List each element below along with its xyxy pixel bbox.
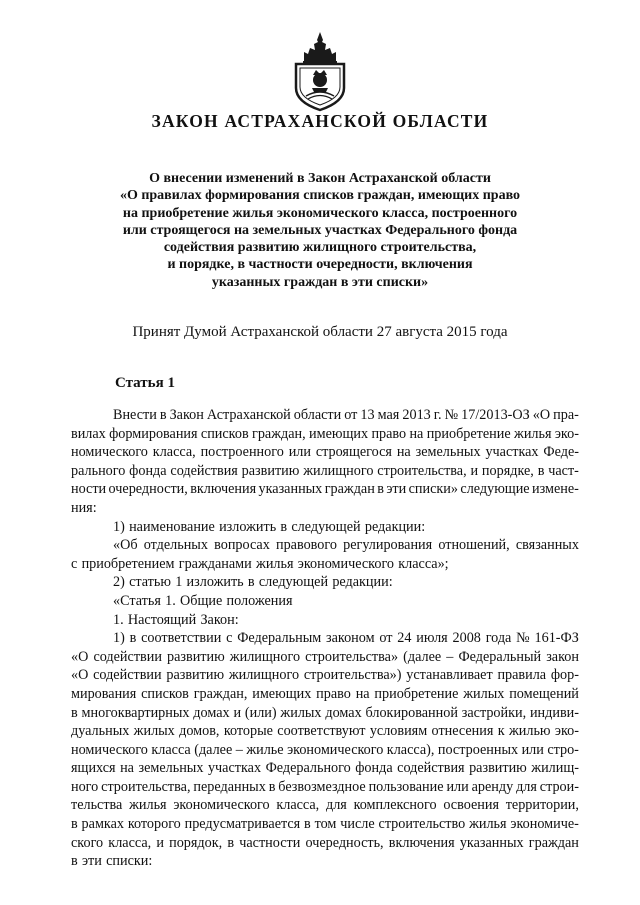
body-line xyxy=(71,611,579,630)
word: в xyxy=(304,816,311,833)
word: «О xyxy=(71,667,89,684)
word: класса»; xyxy=(398,555,449,572)
word: закон xyxy=(546,648,579,665)
word: в xyxy=(247,574,255,591)
word: указанных xyxy=(258,481,323,498)
word: (далее xyxy=(403,648,442,665)
word: и xyxy=(233,704,242,721)
word: в xyxy=(129,630,137,647)
word: тельства xyxy=(71,797,123,814)
word: рамках xyxy=(81,816,124,833)
word: жилья xyxy=(256,555,294,572)
word: эко- xyxy=(554,425,579,442)
word: в xyxy=(71,816,78,833)
word: жилищного xyxy=(303,462,374,479)
word: класса xyxy=(151,741,191,758)
word: г. xyxy=(433,407,442,423)
law-subtitle xyxy=(70,170,570,291)
word: соответствии xyxy=(141,630,222,647)
body-line xyxy=(71,573,579,592)
word: аренду xyxy=(471,778,514,795)
word: изложить xyxy=(219,518,277,535)
word: соответствуют xyxy=(277,723,366,740)
law-title: ЗАКОН АСТРАХАНСКОЙ ОБЛАСТИ xyxy=(151,111,489,131)
word: индиви- xyxy=(529,704,579,721)
coat-of-arms-emblem xyxy=(292,30,348,112)
word: следующей xyxy=(258,574,329,591)
subtitle-line: и порядке, в частности очередности, включения xyxy=(167,257,473,273)
word: измене- xyxy=(532,481,579,498)
word: на xyxy=(409,425,424,442)
word: переданных xyxy=(193,778,266,795)
word: Феде- xyxy=(543,444,579,461)
word: Внести xyxy=(113,407,157,423)
body-line xyxy=(71,778,579,797)
word: строительства») xyxy=(303,667,402,684)
word: содействия xyxy=(170,462,238,479)
word: безвозмездное xyxy=(278,778,366,795)
word: построенных xyxy=(437,741,519,758)
word: мирования xyxy=(71,685,137,702)
word: или xyxy=(521,741,544,758)
word: граждан xyxy=(528,834,579,851)
word: участках xyxy=(207,760,262,777)
word: жилья xyxy=(514,425,552,442)
word: эти xyxy=(81,853,102,870)
word: граждан, xyxy=(193,685,248,702)
word: «О xyxy=(71,648,89,665)
word: в xyxy=(280,518,288,535)
word: – xyxy=(446,648,454,665)
word: строительства» xyxy=(305,648,399,665)
word: построенного xyxy=(200,444,284,461)
word: списков xyxy=(141,685,189,702)
word: вопросах xyxy=(214,537,270,554)
word: к xyxy=(497,723,505,740)
word: порядок, xyxy=(169,834,223,851)
word: изложить xyxy=(186,574,244,591)
word: на xyxy=(355,685,370,702)
body-line xyxy=(71,592,579,611)
word: стро- xyxy=(547,741,579,758)
word: освоения xyxy=(443,797,499,814)
word: вилах xyxy=(71,425,106,442)
word: в xyxy=(268,778,276,795)
word: отношений, xyxy=(438,537,510,554)
word: фонда xyxy=(355,760,393,777)
word: которого xyxy=(127,816,181,833)
subtitle-line: «О правилах формирования списков граждан, имеющих право xyxy=(119,188,521,204)
word: том xyxy=(314,816,337,833)
word: домах xyxy=(325,704,362,721)
word: класса, xyxy=(152,444,196,461)
word: устанавливает xyxy=(406,667,493,684)
word: в xyxy=(159,407,167,423)
word: – xyxy=(235,741,243,758)
word: которые xyxy=(223,723,273,740)
word: порядке, xyxy=(481,462,534,479)
body-line xyxy=(71,406,579,425)
word: номического xyxy=(71,444,148,461)
word: комплексного xyxy=(353,797,437,814)
word: жилых xyxy=(133,723,175,740)
word: Настоящий xyxy=(127,611,197,628)
word: законом xyxy=(326,630,375,647)
word: следующие xyxy=(460,481,530,498)
word: граждан xyxy=(324,481,375,498)
word: фонда xyxy=(129,462,167,479)
subtitle-line: содействия развитию жилищного строительства, xyxy=(163,240,477,256)
word: класса), xyxy=(386,741,435,758)
word: класса, xyxy=(108,834,152,851)
word: жилье xyxy=(246,741,284,758)
word: отнесения xyxy=(431,723,494,740)
word: в xyxy=(377,481,384,498)
word: территории, xyxy=(505,797,579,814)
word: строящегося xyxy=(315,444,392,461)
word: условиям xyxy=(369,723,428,740)
word: развитию xyxy=(167,648,225,665)
body-line xyxy=(71,499,579,518)
word: 161-ФЗ xyxy=(534,630,579,647)
word: 17/2013-ОЗ xyxy=(461,407,530,423)
word: экономического xyxy=(297,555,394,572)
word: регулирования xyxy=(343,537,433,554)
word: года xyxy=(485,630,512,647)
word: «О xyxy=(532,407,551,423)
word: жилья xyxy=(469,816,507,833)
word: от xyxy=(344,407,358,423)
word: 2013 xyxy=(402,407,431,423)
word: на xyxy=(120,760,134,777)
body-line xyxy=(71,555,579,574)
word: жилью xyxy=(508,723,551,740)
word: граждан, xyxy=(252,425,306,442)
word: экономиче- xyxy=(510,816,579,833)
word: жилых xyxy=(280,704,322,721)
body-line xyxy=(71,518,579,537)
word: списки: xyxy=(106,853,153,870)
word: 2) xyxy=(113,574,125,591)
word: «Об xyxy=(113,537,138,554)
word: (далее xyxy=(194,741,233,758)
word: наименование xyxy=(129,518,215,535)
article-body xyxy=(71,406,579,871)
word: застройки, xyxy=(461,704,527,721)
word: в xyxy=(71,853,78,870)
word: включения xyxy=(388,834,455,851)
word: отдельных xyxy=(143,537,208,554)
word: строительства, xyxy=(101,778,191,795)
word: Астраханской xyxy=(206,407,291,423)
word: эти xyxy=(386,481,407,498)
word: области xyxy=(293,407,342,423)
word: с xyxy=(71,555,78,572)
word: развитию xyxy=(166,667,225,684)
body-line xyxy=(71,666,579,685)
word: ящихся xyxy=(71,760,116,777)
word: июля xyxy=(416,630,448,647)
body-line xyxy=(71,759,579,778)
word: строительства, xyxy=(377,462,467,479)
word: приобретение xyxy=(374,685,459,702)
word: номического xyxy=(71,741,148,758)
word: следующей xyxy=(291,518,361,535)
subtitle-line: указанных граждан в эти списки» xyxy=(211,274,429,290)
word: 1. xyxy=(165,592,176,609)
body-line xyxy=(71,741,579,760)
word: домов, xyxy=(179,723,220,740)
word: эко- xyxy=(554,723,579,740)
word: част- xyxy=(548,462,579,479)
word: 24 xyxy=(397,630,412,647)
body-line xyxy=(71,629,579,648)
body-line xyxy=(71,536,579,555)
subtitle-line: О внесении изменений в Закон Астраханской области xyxy=(149,171,491,186)
body-line xyxy=(71,443,579,462)
word: земельных xyxy=(138,760,204,777)
word: очередность, xyxy=(305,834,384,851)
word: 1) xyxy=(113,630,125,647)
word: очередности, xyxy=(108,481,188,498)
word: пра- xyxy=(553,407,579,423)
word: в xyxy=(227,834,235,851)
article-heading: Статья 1 xyxy=(115,375,175,391)
word: ского xyxy=(71,834,104,851)
word: для xyxy=(325,797,347,814)
word: 1 xyxy=(175,574,183,591)
word: помещений xyxy=(509,685,579,702)
word: в xyxy=(537,462,545,479)
word: статью xyxy=(129,574,171,591)
word: списков xyxy=(200,425,249,442)
word: домах xyxy=(193,704,230,721)
word: 1. xyxy=(113,611,124,628)
body-line xyxy=(71,796,579,815)
word: имеющих xyxy=(252,685,312,702)
word: редакции: xyxy=(332,574,393,591)
word: многоквартирных xyxy=(81,704,190,721)
word: Закон xyxy=(169,407,204,423)
word: строительство xyxy=(378,816,466,833)
word: Закон: xyxy=(200,611,239,628)
word: 1) xyxy=(113,518,125,535)
word: блокированной xyxy=(365,704,458,721)
word: Федеральный xyxy=(458,648,542,665)
word: правила xyxy=(497,667,547,684)
word: класса, xyxy=(276,797,320,814)
word: или xyxy=(288,444,311,461)
word: жилищного xyxy=(228,667,300,684)
body-line xyxy=(71,462,579,481)
word: ного xyxy=(71,778,99,795)
word: связанных xyxy=(515,537,579,554)
word: 13 xyxy=(360,407,375,423)
word: правового xyxy=(276,537,337,554)
word: экономического xyxy=(287,741,384,758)
word: указанных xyxy=(459,834,524,851)
body-line xyxy=(71,648,579,667)
word: дуальных xyxy=(71,723,130,740)
word: и xyxy=(156,834,164,851)
word: жилья xyxy=(129,797,167,814)
word: Федеральным xyxy=(237,630,322,647)
word: земельных xyxy=(415,444,481,461)
subtitle-line: на приобретение жилья экономического класса, построенного xyxy=(122,205,518,221)
body-line xyxy=(71,815,579,834)
word: от xyxy=(379,630,393,647)
word: числе xyxy=(340,816,375,833)
body-line xyxy=(71,834,579,853)
word: фор- xyxy=(550,667,579,684)
word: формирования xyxy=(109,425,198,442)
word: жилых xyxy=(463,685,505,702)
word: с xyxy=(226,630,233,647)
word: приобретение xyxy=(426,425,511,442)
word: ности xyxy=(71,481,107,498)
word: и xyxy=(470,462,479,479)
word: (или) xyxy=(244,704,277,721)
body-line xyxy=(71,685,579,704)
adoption-note: Принят Думой Астраханской области 27 августа 2015 года xyxy=(132,324,508,340)
word: Общие xyxy=(180,592,223,609)
word: или xyxy=(446,778,469,795)
word: 2008 xyxy=(452,630,481,647)
word: строи- xyxy=(539,778,579,795)
subtitle-line: или строящегося на земельных участках Федерального фонда xyxy=(122,222,518,238)
word: право xyxy=(371,425,407,442)
word: рального xyxy=(71,462,126,479)
word: участках xyxy=(485,444,539,461)
word: право xyxy=(316,685,351,702)
word: жилищ- xyxy=(531,760,579,777)
body-line xyxy=(71,852,579,871)
word: ния: xyxy=(71,499,97,516)
word: экономического xyxy=(173,797,270,814)
word: № xyxy=(516,630,530,647)
word: содействия xyxy=(397,760,465,777)
word: пользование xyxy=(368,778,444,795)
body-line xyxy=(71,480,579,499)
word: на xyxy=(396,444,411,461)
word: гражданами xyxy=(178,555,252,572)
body-line xyxy=(71,425,579,444)
word: Федерального xyxy=(265,760,351,777)
word: № xyxy=(444,407,459,423)
word: предусматривается xyxy=(184,816,301,833)
word: содействии xyxy=(93,648,162,665)
word: приобретением xyxy=(81,555,175,572)
word: в xyxy=(71,704,78,721)
word: списки» xyxy=(408,481,458,498)
word: для xyxy=(516,778,537,795)
body-line xyxy=(71,704,579,723)
word: частности xyxy=(239,834,301,851)
word: содействии xyxy=(93,667,162,684)
word: «Статья xyxy=(113,592,161,609)
word: имеющих xyxy=(309,425,369,442)
body-line xyxy=(71,722,579,741)
word: редакции: xyxy=(364,518,426,535)
word: жилищного xyxy=(229,648,301,665)
word: развитию xyxy=(469,760,527,777)
word: включения xyxy=(190,481,257,498)
word: положения xyxy=(226,592,293,609)
word: развитию xyxy=(241,462,300,479)
word: мая xyxy=(377,407,400,423)
